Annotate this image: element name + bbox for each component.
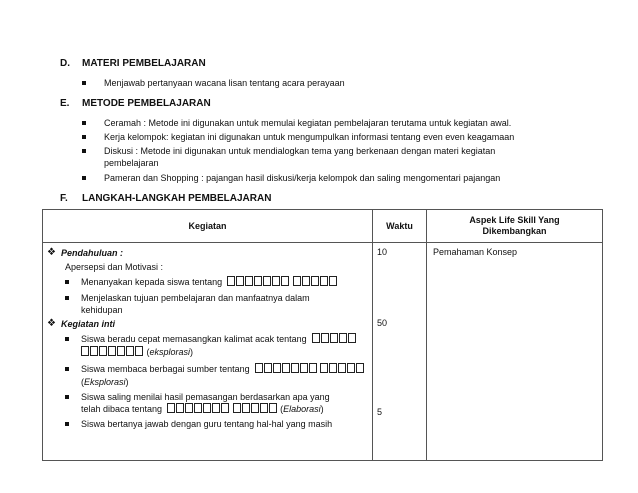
aspek-cell xyxy=(427,243,603,461)
aspek-value: Pemahaman Konsep xyxy=(433,247,518,257)
section-e-number: E. xyxy=(60,98,70,109)
placeholder-glyphs xyxy=(225,277,338,287)
list-item: Siswa beradu cepat memasangkan kalimat acak tentang xyxy=(65,333,357,345)
pendahuluan-heading: ❖ Pendahuluan : xyxy=(47,247,124,258)
table-header-row xyxy=(43,210,603,243)
header-waktu: Waktu xyxy=(373,210,427,243)
bullet-icon xyxy=(65,422,69,426)
bullet-icon xyxy=(82,135,86,139)
waktu-value: 5 xyxy=(377,407,383,417)
list-item: Menjelaskan tujuan pembelajaran dan manfaatnya dalam xyxy=(65,292,310,304)
diamond-bullet-icon: ❖ xyxy=(47,247,56,258)
steps-table xyxy=(42,209,603,461)
header-kegiatan: Kegiatan xyxy=(43,210,373,243)
table-row xyxy=(43,243,603,461)
section-d-title: MATERI PEMBELAJARAN xyxy=(82,58,206,69)
diamond-bullet-icon: ❖ xyxy=(47,318,56,329)
placeholder-glyphs xyxy=(252,364,365,374)
kegiatan-cell: ❖ Pendahuluan : Apersepsi dan Motivasi : Menanyakan kepada siswa tentang Menjelaskan tujuan pembelajaran dan manfaatnya dalam kehidupan ❖ Kegiatan inti Siswa beradu cepat memasangkan kalimat acak tentang (eksplorasi) Siswa membaca berbagai sumber tentang (Eksplorasi) Siswa saling menilai hasil pemasangan berdasarkan apa yang telah dibaca tentang (Elaborasi) Siswa bertanya jawab dengan guru tentang hal-hal yang masih xyxy=(43,243,373,461)
waktu-value: 10 xyxy=(377,247,388,257)
apersepsi-label: Apersepsi dan Motivasi : xyxy=(65,262,164,272)
section-e-title: METODE PEMBELAJARAN xyxy=(82,98,211,109)
list-item: Siswa saling menilai hasil pemasangan berdasarkan apa yang xyxy=(65,391,330,403)
section-f-title: LANGKAH-LANGKAH PEMBELAJARAN xyxy=(82,193,272,204)
list-item-continuation: (Eksplorasi) xyxy=(81,377,129,387)
bullet-icon xyxy=(65,280,69,284)
placeholder-glyphs xyxy=(81,347,144,357)
bullet-icon xyxy=(65,367,69,371)
list-item: Menanyakan kepada siswa tentang xyxy=(65,276,338,288)
section-d-number: D. xyxy=(60,58,70,69)
header-aspek: Aspek Life Skill Yang Dikembangkan xyxy=(427,210,603,243)
list-item: Siswa membaca berbagai sumber tentang xyxy=(65,363,365,375)
bullet-icon xyxy=(82,149,86,153)
placeholder-glyphs xyxy=(165,404,278,414)
waktu-cell xyxy=(373,243,427,461)
bullet-icon xyxy=(82,121,86,125)
list-item-continuation: telah dibaca tentang (Elaborasi) xyxy=(81,404,324,414)
list-item: Siswa bertanya jawab dengan guru tentang hal-hal yang masih xyxy=(65,418,332,430)
section-f-number: F. xyxy=(60,193,68,204)
kegiatan-inti-heading: ❖ Kegiatan inti xyxy=(47,318,116,329)
waktu-value: 50 xyxy=(377,318,388,328)
bullet-icon xyxy=(65,395,69,399)
list-item-continuation: (eksplorasi) xyxy=(81,346,193,358)
bullet-icon xyxy=(65,296,69,300)
bullet-icon xyxy=(82,176,86,180)
placeholder-glyphs xyxy=(309,334,357,344)
bullet-icon xyxy=(65,337,69,341)
bullet-icon xyxy=(82,81,86,85)
